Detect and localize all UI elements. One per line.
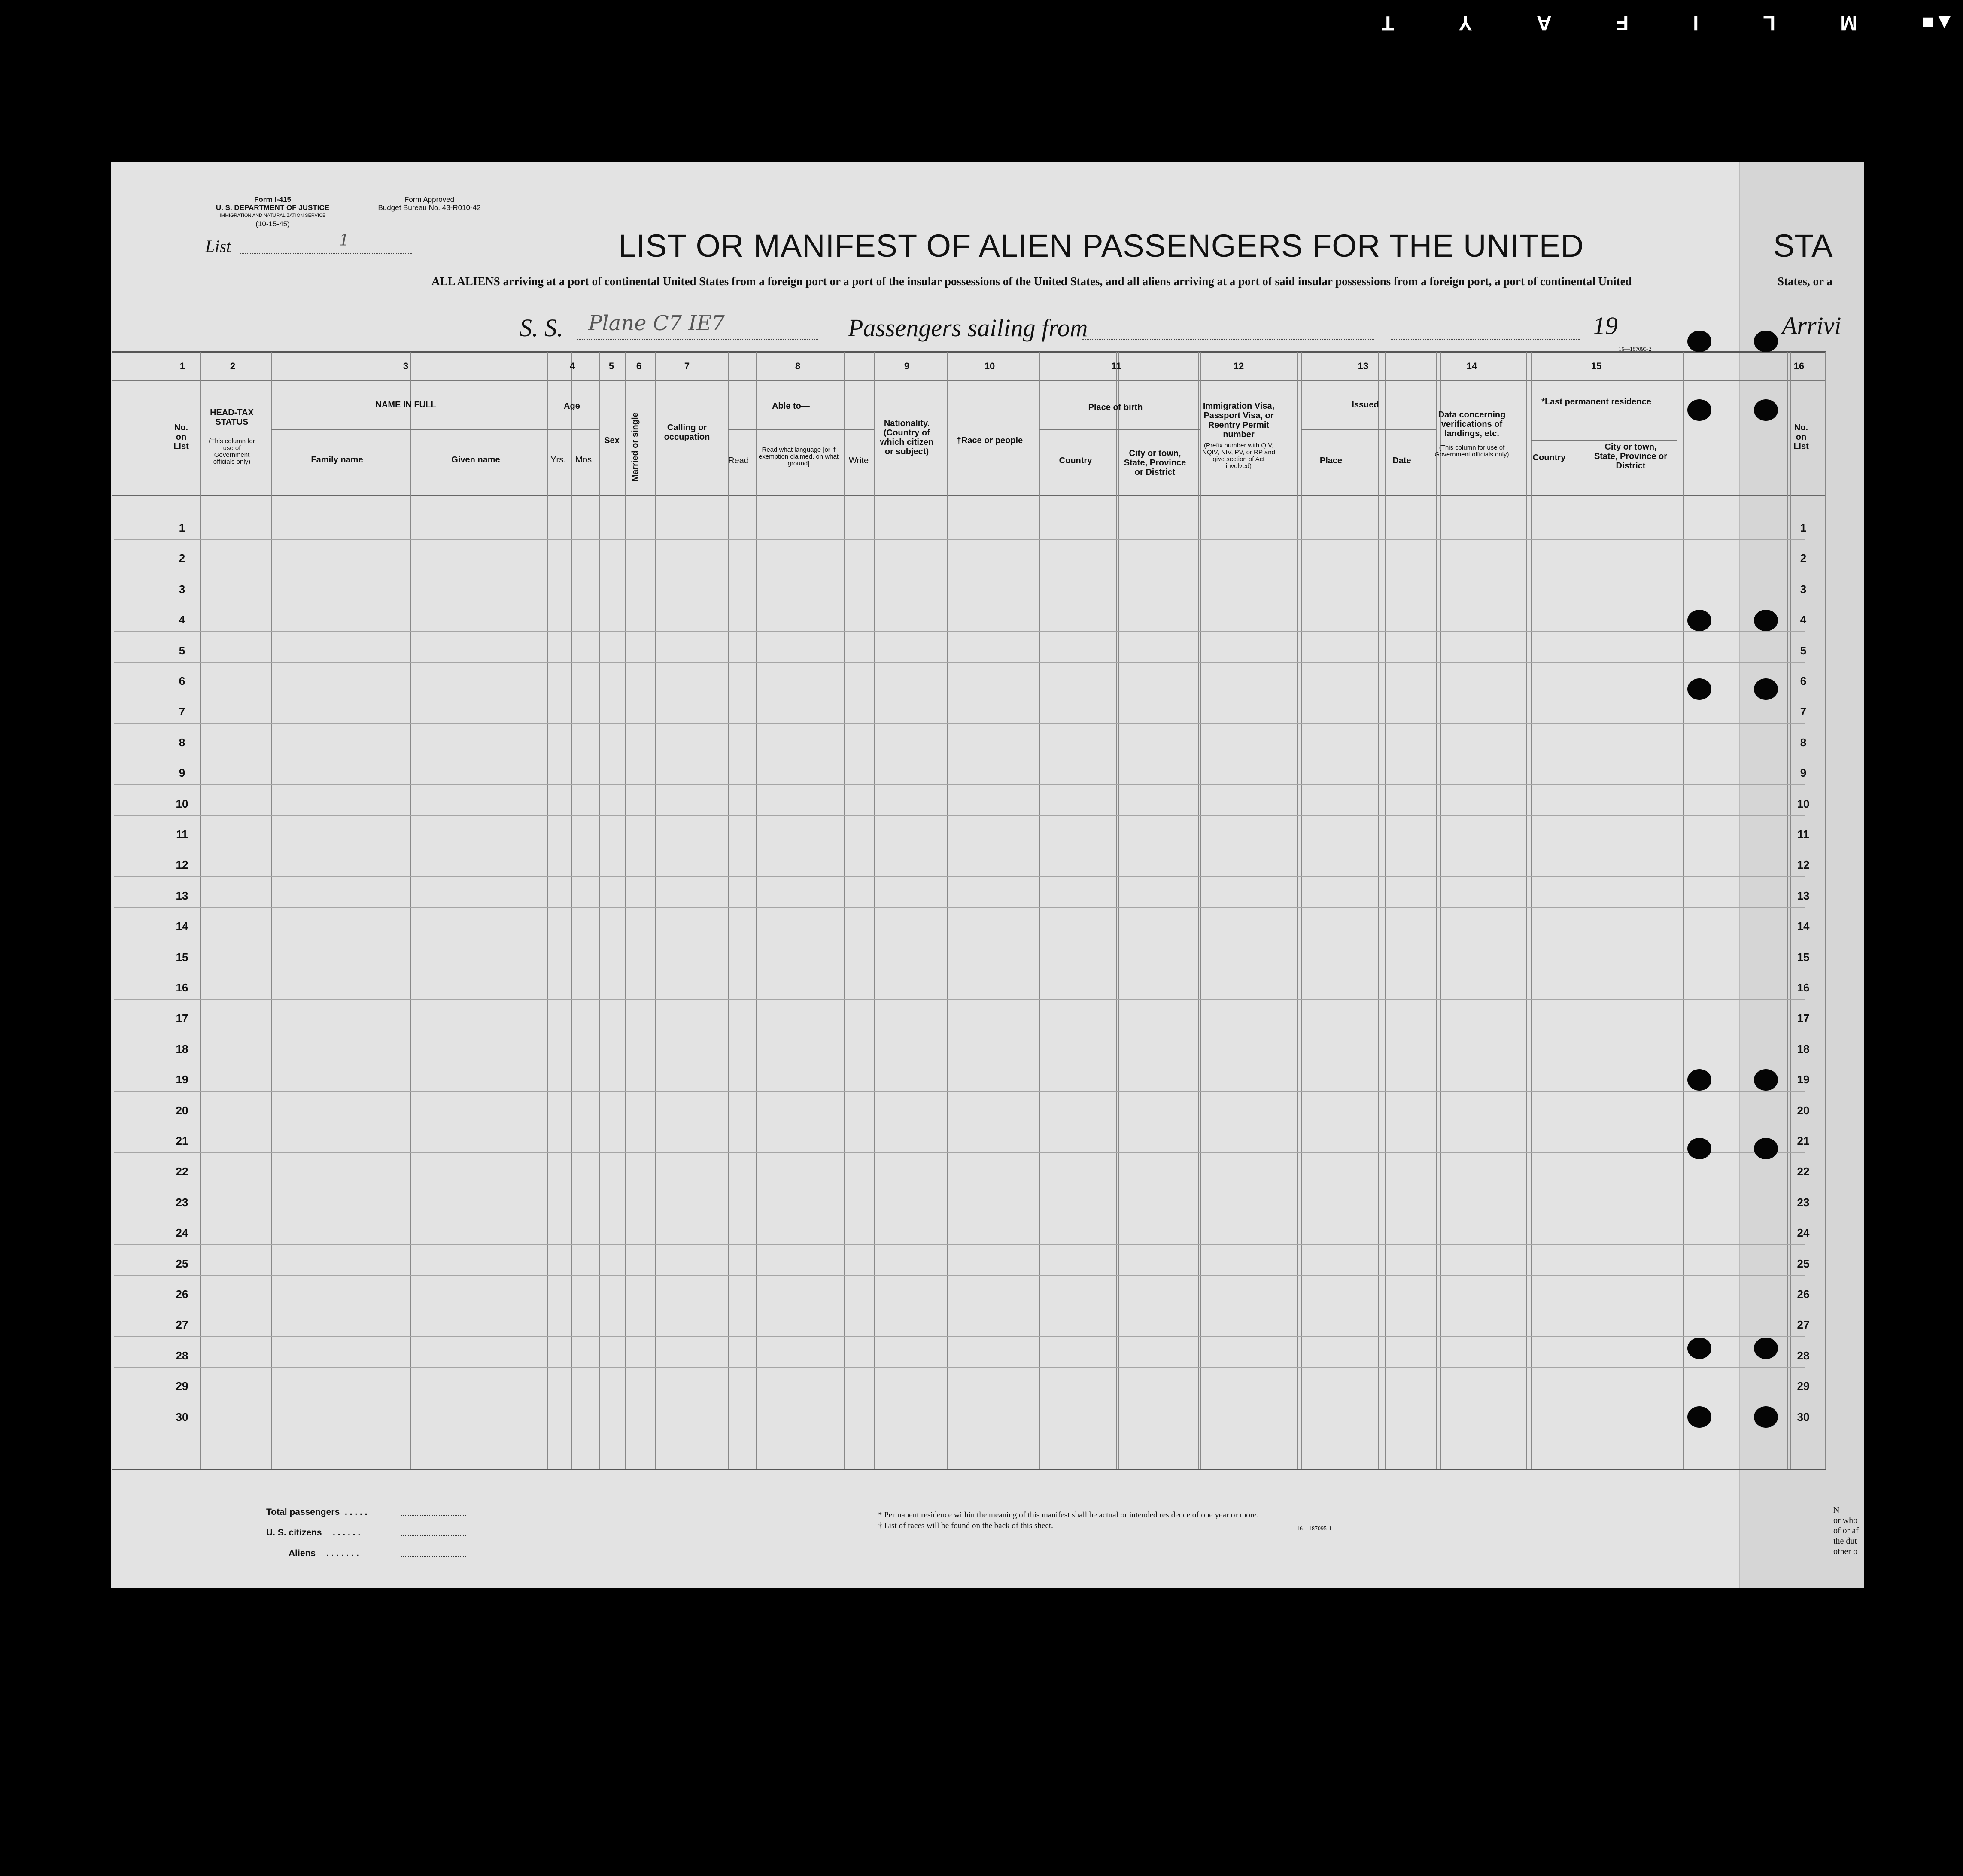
row-number: 30 (176, 1410, 188, 1423)
table-bottom-rule (112, 1469, 1826, 1470)
column-rule (547, 352, 548, 1469)
row-rule (114, 662, 1805, 663)
edge-line: the dut (1833, 1536, 1857, 1546)
row-number-right: 9 (1800, 766, 1807, 780)
row-number-right: 16 (1797, 981, 1810, 994)
row-number-right: 26 (1797, 1288, 1810, 1301)
column-rule (844, 352, 845, 1469)
column-number: 11 (1111, 361, 1121, 371)
subheader-rule (1301, 429, 1436, 430)
form-date: (10-15-45) (255, 220, 290, 228)
header-write: Write (848, 456, 869, 465)
row-number-right: 6 (1800, 675, 1807, 687)
column-rule (1118, 352, 1119, 1469)
header-name-in-full: NAME IN FULL (375, 400, 436, 410)
row-number: 19 (176, 1073, 188, 1086)
punch-hole (1687, 1138, 1711, 1159)
row-number: 4 (179, 613, 185, 626)
column-number: 12 (1233, 361, 1244, 371)
row-number: 22 (176, 1165, 188, 1178)
row-number-right: 19 (1797, 1073, 1810, 1086)
page-title-continued: STA (1773, 228, 1833, 264)
row-rule (114, 876, 1805, 877)
header-data-note: (This column for use of Government officials only) (1434, 444, 1509, 458)
row-number: 20 (176, 1104, 188, 1117)
page-title: LIST OR MANIFEST OF ALIEN PASSENGERS FOR THE UNITED (618, 228, 1584, 264)
footer-citizens-field[interactable] (401, 1535, 466, 1536)
row-number: 12 (176, 858, 188, 872)
footer-note-races: † List of races will be found on the back of this sheet. (878, 1521, 1053, 1530)
row-number: 26 (176, 1288, 188, 1301)
footer-citizens-dots: . . . . . . (333, 1528, 361, 1538)
subheader-rule (1039, 429, 1200, 430)
column-number: 3 (403, 361, 409, 371)
row-rule (114, 1244, 1805, 1245)
ss-label: S. S. (520, 314, 563, 342)
column-rule (728, 352, 729, 1469)
row-number-right: 13 (1797, 889, 1810, 902)
form-number: Form I-415 (254, 195, 291, 204)
column-rule (410, 352, 411, 1469)
column-number: 8 (795, 361, 801, 371)
row-number-right: 7 (1800, 705, 1807, 718)
punch-hole (1754, 399, 1778, 421)
form-dept: U. S. DEPARTMENT OF JUSTICE (216, 204, 330, 212)
filmstrip-header (1382, 8, 1955, 38)
edge-line: other o (1833, 1547, 1858, 1556)
filmstrip-letter: ▲■ (1921, 11, 1954, 34)
column-rule (1531, 352, 1532, 1469)
header-nationality: Nationality. (Country of which citizen or subject) (880, 419, 934, 456)
footer-citizens-label: U. S. citizens (266, 1528, 322, 1538)
column-rule (625, 352, 626, 1469)
arriving-label: Arrivi (1782, 312, 1841, 340)
row-rule (114, 907, 1805, 908)
column-number: 13 (1358, 361, 1369, 371)
form-service: IMMIGRATION AND NATURALIZATION SERVICE (219, 213, 326, 218)
column-rule (599, 352, 600, 1469)
row-number: 13 (176, 889, 188, 902)
row-number-right: 10 (1797, 797, 1810, 810)
row-number: 9 (179, 766, 185, 780)
ss-value: Plane C7 IE7 (588, 311, 725, 335)
list-field[interactable] (240, 253, 412, 254)
row-number: 29 (176, 1380, 188, 1393)
filmstrip-letter: A (1536, 11, 1552, 34)
ss-field[interactable] (577, 339, 818, 340)
subheader-rule (1531, 440, 1677, 441)
row-number-right: 1 (1800, 521, 1807, 534)
punch-hole (1754, 1138, 1778, 1159)
row-number-right: 14 (1797, 920, 1810, 933)
manifest-sheet (111, 162, 1832, 1588)
column-number: 1 (179, 361, 185, 371)
column-number: 4 (569, 361, 575, 371)
header-date: Date (1392, 456, 1411, 465)
page-subtitle-continued: States, or a (1778, 275, 1832, 288)
column-rule (1683, 352, 1684, 1469)
column-rule (571, 352, 572, 1469)
column-rule (1200, 352, 1201, 1469)
punch-hole (1687, 610, 1711, 631)
row-number-right: 23 (1797, 1195, 1810, 1209)
row-number: 14 (176, 920, 188, 933)
sailing-label: Passengers sailing from (848, 314, 1088, 342)
row-rule (114, 1336, 1805, 1337)
column-rule (1825, 352, 1826, 1469)
row-number: 23 (176, 1195, 188, 1209)
colnum-rule (112, 380, 1826, 381)
row-number-right: 20 (1797, 1104, 1810, 1117)
column-rule (1440, 352, 1441, 1469)
header-data-concerning: Data concerning verifications of landings, etc. (1438, 410, 1506, 438)
subheader-rule (547, 429, 599, 430)
filmstrip-letter: F (1616, 11, 1629, 34)
header-issued: Issued (1352, 400, 1379, 410)
page-subtitle: ALL ALIENS arriving at a port of continental United States from a foreign port or a port of the insular possessions of the United States, and all aliens arriving at a port of said insular possessions from a foreign port, a port of continental United (431, 275, 1632, 288)
header-head-tax-note: (This column for use of Government officials only) (209, 438, 255, 465)
column-rule (1116, 352, 1117, 1469)
budget-number: Budget Bureau No. 43-R010-42 (378, 204, 481, 212)
column-rule (1787, 352, 1788, 1469)
header-given-name: Given name (451, 455, 500, 465)
punch-hole (1687, 331, 1711, 352)
column-rule (1301, 352, 1302, 1469)
row-rule (114, 784, 1805, 785)
list-label: List (205, 237, 231, 256)
header-calling: Calling or occupation (664, 423, 710, 442)
row-number: 21 (176, 1134, 188, 1147)
form-approved: Form Approved (404, 195, 455, 204)
row-rule (114, 1091, 1805, 1092)
column-number: 5 (608, 361, 614, 371)
header-head-tax: HEAD-TAX STATUS (210, 408, 254, 427)
row-number-right: 17 (1797, 1012, 1810, 1025)
column-number: 6 (636, 361, 642, 371)
punch-hole (1754, 1069, 1778, 1091)
row-number: 2 (179, 552, 185, 565)
subheader-rule (271, 429, 547, 430)
row-number: 28 (176, 1349, 188, 1362)
row-number: 24 (176, 1226, 188, 1240)
punch-hole (1687, 1406, 1711, 1428)
column-rule (271, 352, 272, 1469)
punch-hole (1687, 1338, 1711, 1359)
date-field[interactable] (1391, 339, 1580, 340)
row-rule (114, 1367, 1805, 1368)
footer-total-dots: . . . . . (345, 1507, 368, 1517)
filmstrip-letter: I (1693, 11, 1699, 34)
header-read-language: Read what language [or if exemption claimed, on what ground] (759, 446, 839, 467)
row-number-right: 30 (1797, 1410, 1810, 1423)
footer-note-residence: * Permanent residence within the meaning of this manifest shall be actual or intended residence of one year or more. (878, 1511, 1259, 1520)
punch-hole (1687, 1069, 1711, 1091)
punch-hole (1754, 1406, 1778, 1428)
row-number-right: 5 (1800, 644, 1807, 657)
row-rule (114, 1152, 1805, 1153)
row-number: 11 (176, 828, 188, 841)
header-yrs: Yrs. (550, 455, 566, 465)
row-rule (114, 999, 1805, 1000)
year-label: 19 (1593, 312, 1618, 340)
table-top-rule (112, 351, 1826, 353)
row-number-right: 28 (1797, 1349, 1810, 1362)
row-number: 1 (179, 521, 185, 534)
filmstrip-letter: Y (1458, 11, 1472, 34)
row-number: 10 (176, 797, 188, 810)
punch-hole (1687, 678, 1711, 700)
header-visa: Immigration Visa, Passport Visa, or Reentry Permit number (1203, 401, 1275, 439)
edge-text (1833, 1505, 1859, 1557)
row-number-right: 2 (1800, 552, 1807, 565)
row-number: 6 (179, 675, 185, 687)
punch-hole (1754, 1338, 1778, 1359)
column-rule (756, 352, 757, 1469)
form-approval (365, 195, 494, 212)
column-number: 15 (1591, 361, 1602, 371)
filmstrip-letter: M (1840, 11, 1857, 34)
continuation-sheet (1739, 162, 1864, 1588)
column-rule (1039, 352, 1040, 1469)
list-value: 1 (339, 232, 349, 249)
row-number: 27 (176, 1318, 188, 1332)
edge-line: or who (1833, 1516, 1858, 1525)
edge-line: N (1833, 1505, 1840, 1515)
header-place: Place (1319, 456, 1343, 465)
row-rule (114, 815, 1805, 816)
column-rule (1526, 352, 1527, 1469)
row-number: 25 (176, 1257, 188, 1270)
header-visa-note: (Prefix number with QIV, NQIV, NIV, PV, or RP and give section of Act involved) (1202, 442, 1275, 470)
row-number-right: 25 (1797, 1257, 1810, 1270)
column-rule (1198, 352, 1199, 1469)
edge-line: of or af (1833, 1526, 1859, 1535)
filmstrip-letter: T (1381, 11, 1394, 34)
column-rule (1297, 352, 1298, 1469)
footer-aliens-dots: . . . . . . . (326, 1548, 359, 1558)
header-mos: Mos. (575, 455, 594, 465)
column-number: 9 (904, 361, 910, 371)
column-number: 10 (984, 361, 995, 371)
header-place-of-birth: Place of birth (1088, 403, 1143, 412)
row-number: 17 (176, 1012, 188, 1025)
row-number: 16 (176, 981, 188, 994)
footer-aliens-field[interactable] (401, 1556, 466, 1557)
row-rule (114, 1275, 1805, 1276)
column-rule (1385, 352, 1386, 1469)
punch-hole (1754, 331, 1778, 352)
header-able-to: Able to— (772, 401, 810, 411)
sailing-field[interactable] (1082, 339, 1374, 340)
row-number-right: 18 (1797, 1042, 1810, 1055)
header-race: †Race or people (956, 436, 1023, 445)
column-rule (200, 352, 201, 1469)
row-number-right: 8 (1800, 736, 1807, 749)
row-number-right: 27 (1797, 1318, 1810, 1332)
row-number: 7 (179, 705, 185, 718)
column-number: 14 (1466, 361, 1477, 371)
header-no-on-list: No. on List (173, 423, 189, 451)
row-number-right: 4 (1800, 613, 1807, 626)
row-number-right: 15 (1797, 950, 1810, 964)
row-rule (114, 631, 1805, 632)
header-city-2: City or town, State, Province or District (1594, 442, 1668, 471)
header-country: Country (1059, 456, 1092, 465)
column-rule (655, 352, 656, 1469)
row-number: 3 (179, 582, 185, 596)
punch-hole (1754, 610, 1778, 631)
header-bottom-rule (112, 495, 1826, 496)
row-number-right: 12 (1797, 858, 1810, 872)
header-country-2: Country (1532, 453, 1566, 462)
column-number: 2 (230, 361, 236, 371)
column-rule (947, 352, 948, 1469)
footer-total-field[interactable] (401, 1515, 466, 1516)
footer-code: 16—187095-1 (1297, 1526, 1332, 1532)
row-number: 18 (176, 1042, 188, 1055)
row-rule (114, 539, 1805, 540)
subheader-rule (728, 429, 874, 430)
column-rule (1790, 352, 1791, 1469)
header-age: Age (564, 401, 580, 411)
column-rule (874, 352, 875, 1469)
column-number: 7 (684, 361, 690, 371)
punch-hole (1687, 399, 1711, 421)
header-last-residence: *Last permanent residence (1541, 397, 1651, 407)
header-sex: Sex (604, 436, 620, 445)
row-number-right: 29 (1797, 1380, 1810, 1393)
row-number: 8 (179, 736, 185, 749)
punch-hole (1754, 678, 1778, 700)
row-number-right: 21 (1797, 1134, 1810, 1147)
header-married: Married or single (630, 412, 640, 482)
filmstrip-letter: L (1763, 11, 1776, 34)
header-code: 16—187095-2 (1619, 346, 1651, 352)
row-rule (114, 723, 1805, 724)
header-city: City or town, State, Province or District (1124, 449, 1186, 477)
row-number-right: 24 (1797, 1226, 1810, 1240)
row-number-right: 11 (1797, 828, 1809, 841)
row-number: 15 (176, 950, 188, 964)
row-number: 5 (179, 644, 185, 657)
row-number-right: 22 (1797, 1165, 1810, 1178)
footer-aliens-label: Aliens (289, 1548, 316, 1558)
form-info (202, 195, 343, 228)
header-no-on-list-2: No. on List (1793, 423, 1809, 451)
column-rule (1436, 352, 1437, 1469)
column-rule (1378, 352, 1379, 1469)
header-family-name: Family name (311, 455, 363, 465)
column-number: 16 (1793, 361, 1805, 371)
row-number-right: 3 (1800, 582, 1807, 596)
footer-total-label: Total passengers (266, 1507, 340, 1517)
header-read: Read (728, 456, 749, 465)
